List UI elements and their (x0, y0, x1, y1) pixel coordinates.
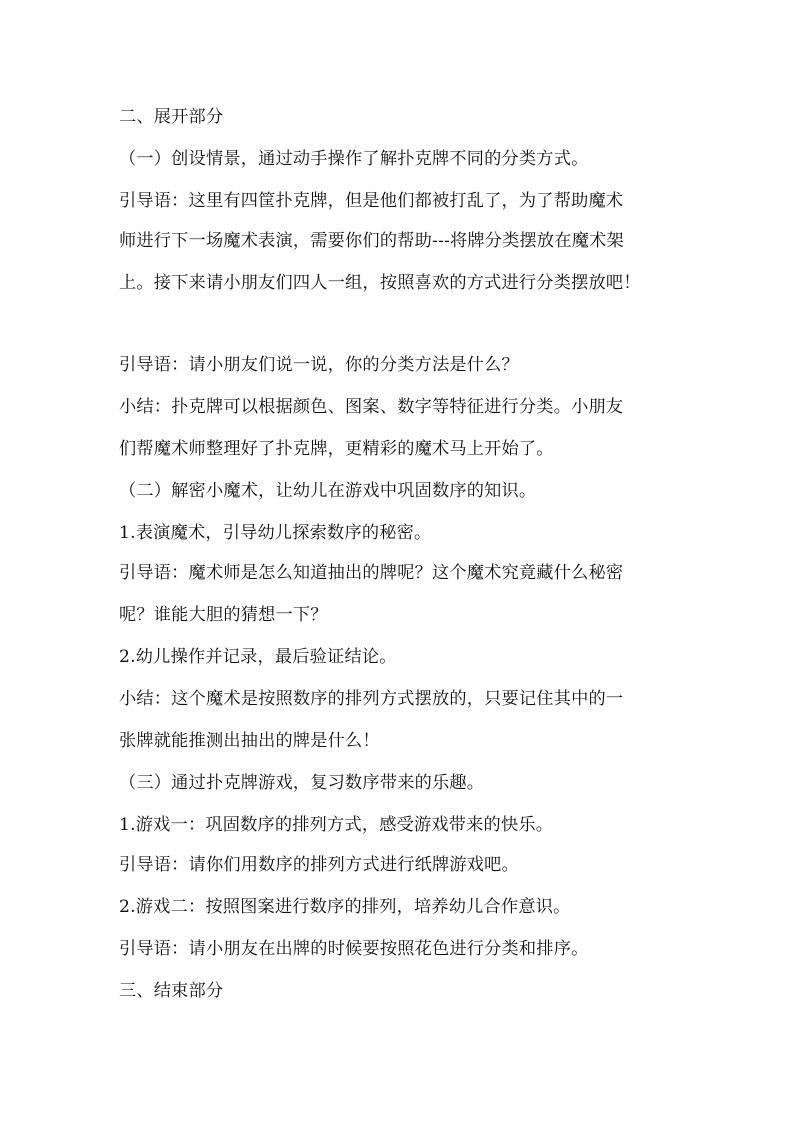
guide-paragraph-1-line-2: 师进行下一场魔术表演，需要你们的帮助---将牌分类摆放在魔术架 (119, 231, 624, 251)
step-two-item: 2.幼儿操作并记录，最后验证结论。 (119, 647, 397, 667)
game-one-item: 1.游戏一：巩固数序的排列方式，感受游戏带来的快乐。 (119, 815, 554, 835)
guide-paragraph-4: 引导语：请你们用数序的排列方式进行纸牌游戏吧。 (119, 855, 519, 875)
guide-paragraph-2: 引导语：请小朋友们说一说，你的分类方法是什么？ (119, 355, 519, 375)
summary-paragraph-2-line-2: 张牌就能推测出抽出的牌是什么！ (119, 731, 380, 751)
part-three-heading: （三）通过扑克牌游戏，复习数序带来的乐趣。 (119, 773, 485, 793)
summary-paragraph-2-line-1: 小结：这个魔术是按照数序的排列方式摆放的，只要记住其中的一 (119, 689, 624, 709)
guide-paragraph-1-line-3: 上。接下来请小朋友们四人一组，按照喜欢的方式进行分类摆放吧！ (119, 273, 641, 293)
guide-paragraph-3-line-1: 引导语：魔术师是怎么知道抽出的牌呢？这个魔术究竟藏什么秘密 (119, 563, 624, 583)
step-one-item: 1.表演魔术，引导幼儿探索数序的秘密。 (119, 523, 432, 543)
section-heading-development: 二、展开部分 (119, 107, 224, 127)
summary-paragraph-1-line-1: 小结：扑克牌可以根据颜色、图案、数字等特征进行分类。小朋友 (119, 397, 624, 417)
part-two-heading: （二）解密小魔术，让幼儿在游戏中巩固数序的知识。 (119, 481, 537, 501)
part-one-heading: （一）创设情景，通过动手操作了解扑克牌不同的分类方式。 (119, 149, 589, 169)
guide-paragraph-5: 引导语：请小朋友在出牌的时候要按照花色进行分类和排序。 (119, 939, 589, 959)
section-heading-ending: 三、结束部分 (119, 981, 224, 1001)
summary-paragraph-1-line-2: 们帮魔术师整理好了扑克牌，更精彩的魔术马上开始了。 (119, 439, 554, 459)
guide-paragraph-3-line-2: 呢？谁能大胆的猜想一下？ (119, 605, 328, 625)
guide-paragraph-1-line-1: 引导语：这里有四筐扑克牌，但是他们都被打乱了，为了帮助魔术 (119, 191, 624, 211)
game-two-item: 2.游戏二：按照图案进行数序的排列，培养幼儿合作意识。 (119, 897, 571, 917)
